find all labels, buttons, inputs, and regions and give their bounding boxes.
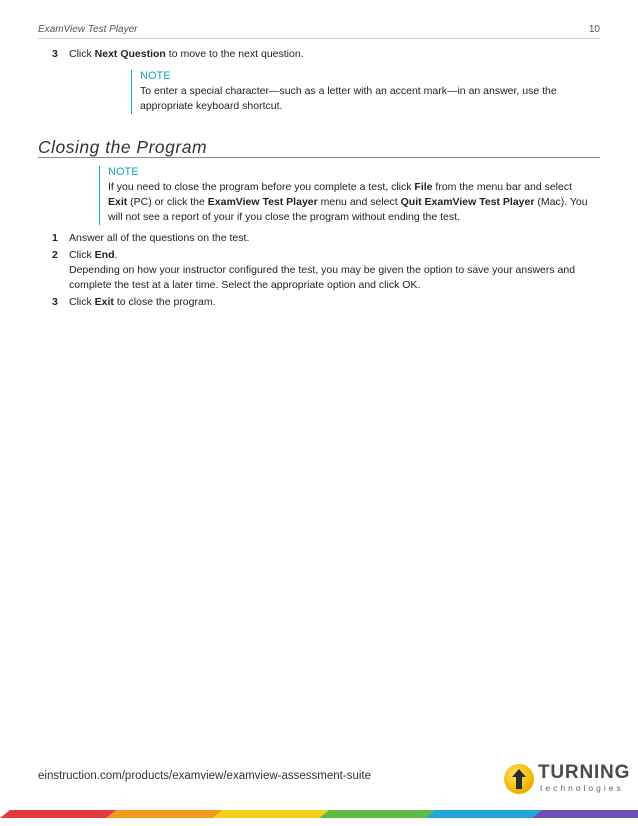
step-number: 1	[52, 232, 58, 244]
footer-url[interactable]: einstruction.com/products/examview/examview-assessment-suite	[38, 770, 371, 782]
note-closing	[99, 166, 588, 225]
stripe-segment	[532, 810, 638, 818]
step-detail: Depending on how your instructor configured the test, you may be given the option to save your answers and complete the test at a later time. Select the appropriate option and click OK.	[69, 264, 576, 291]
step-next-question	[52, 47, 607, 62]
bold-term: Next Question	[94, 48, 166, 60]
step-text: Click Exit to close the program.	[69, 296, 216, 308]
step-text: Answer all of the questions on the test.	[69, 232, 250, 244]
step-click-exit	[52, 295, 607, 310]
logo-subtitle: technologies	[540, 783, 624, 793]
bold-term: Exit	[94, 296, 114, 308]
note-text: To enter a special character—such as a letter with an accent mark—in an answer, use the appropriate keyboard shortcut.	[140, 85, 557, 112]
note-label: NOTE	[140, 70, 171, 82]
note-special-character	[131, 70, 560, 114]
note-text: If you need to close the program before you complete a test, click File from the menu bar and select Exit (PC) or click the ExamView Test Player menu and select Quit ExamView Test Player (Mac). You will not see a report of your if you close the program without ending the test.	[108, 181, 588, 223]
header-title: ExamView Test Player	[38, 24, 138, 35]
section-divider	[38, 157, 600, 158]
step-number: 3	[52, 48, 58, 60]
step-text: Click Next Question to move to the next question.	[69, 48, 304, 60]
step-number: 2	[52, 249, 58, 261]
bold-term: End	[94, 249, 115, 261]
logo-wordmark: TURNING	[538, 762, 631, 783]
section-title: Closing the Program	[38, 137, 208, 157]
note-label: NOTE	[108, 166, 139, 178]
turning-logo	[504, 762, 631, 798]
footer-color-stripe	[0, 810, 638, 818]
step-click-end	[52, 248, 607, 293]
page-number: 10	[588, 24, 600, 35]
stripe-segment	[319, 810, 435, 818]
step-answer-questions	[52, 231, 607, 246]
stripe-segment	[0, 810, 116, 818]
stripe-segment	[213, 810, 329, 818]
page-header	[38, 26, 600, 39]
step-number: 3	[52, 296, 58, 308]
turning-arrow-logo-icon	[504, 764, 534, 794]
stripe-segment	[425, 810, 541, 818]
stripe-segment	[106, 810, 222, 818]
step-text: Click End.	[69, 249, 118, 261]
